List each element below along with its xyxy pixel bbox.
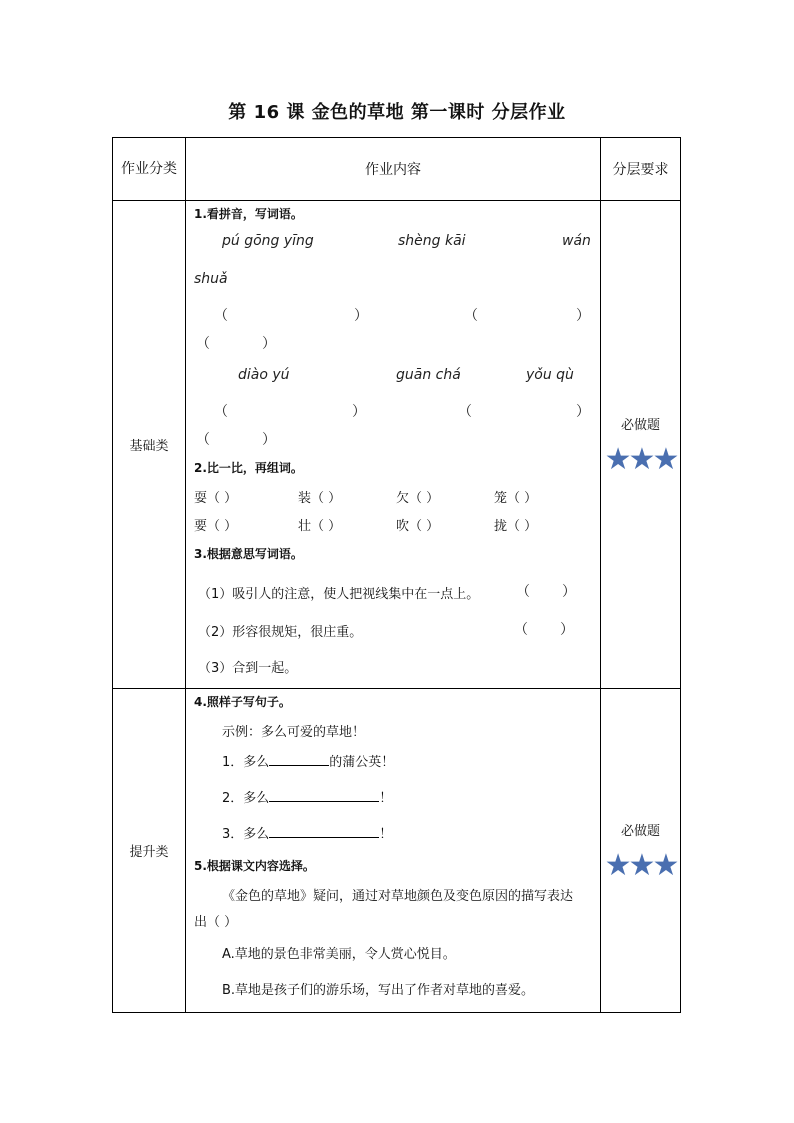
header-content: 作业内容: [186, 138, 601, 201]
compare-word: 壮（ ）: [298, 519, 342, 534]
q4-sentence-3: 3．多么 ！: [222, 827, 393, 842]
q5-stem-wrap: 出（ ）: [194, 915, 238, 930]
q3-item-2: （2）形容很规矩，很庄重。: [198, 625, 363, 640]
header-category: 作业分类: [113, 138, 186, 201]
answer-paren-open: （: [196, 432, 210, 448]
star-rating-icon: ★★★: [604, 848, 677, 883]
answer-paren-close: ）: [576, 308, 590, 324]
category-advanced: 提升类: [113, 689, 186, 1013]
q4-sentence-2: 2．多么 ！: [222, 791, 393, 806]
pinyin-pugongying: pú gōng yīng: [222, 233, 314, 249]
answer-paren-close: ）: [562, 584, 576, 600]
compare-word: 要（ ）: [194, 519, 238, 534]
pinyin-shua: shuǎ: [194, 271, 228, 287]
fill-blank[interactable]: [269, 825, 379, 838]
requirement-label: 必做题: [620, 418, 660, 433]
compare-word: 笼（ ）: [494, 491, 538, 506]
answer-paren-open: （: [514, 622, 528, 638]
compare-word: 吹（ ）: [396, 519, 440, 534]
answer-paren-close: ）: [262, 336, 276, 352]
pinyin-youqu: yǒu qù: [526, 367, 574, 383]
header-requirement: 分层要求: [601, 138, 681, 201]
compare-word: 耍（ ）: [194, 491, 238, 506]
answer-paren-close: ）: [262, 432, 276, 448]
compare-word: 拢（ ）: [494, 519, 538, 534]
requirement-label: 必做题: [620, 824, 660, 839]
q5-option-b: B.草地是孩子们的游乐场，写出了作者对草地的喜爱。: [222, 983, 535, 998]
fill-blank[interactable]: [269, 789, 379, 802]
answer-paren-open: （: [214, 308, 228, 324]
table-row-advanced: [113, 689, 681, 1013]
page-title: 第 16 课 金色的草地 第一课时 分层作业: [228, 102, 566, 123]
answer-paren-close: ）: [576, 404, 590, 420]
answer-paren-open: （: [464, 308, 478, 324]
fill-blank[interactable]: [269, 753, 329, 766]
homework-table: [112, 137, 681, 1013]
category-basic: 基础类: [113, 201, 186, 689]
answer-paren-open: （: [214, 404, 228, 420]
q4-title: 4.照样子写句子。: [194, 695, 291, 709]
q5-stem: 《金色的草地》疑问，通过对草地颜色及变色原因的描写表达: [222, 889, 574, 904]
q1-title: 1.看拼音，写词语。: [194, 207, 303, 221]
pinyin-guancha: guān chá: [396, 367, 461, 383]
q2-title: 2.比一比，再组词。: [194, 461, 303, 475]
table-row-basic: [113, 201, 681, 689]
compare-word: 欠（ ）: [396, 491, 440, 506]
star-rating-icon: ★★★: [604, 442, 677, 477]
requirement-basic: [601, 201, 681, 689]
q3-title: 3.根据意思写词语。: [194, 547, 303, 561]
q4-example: 示例：多么可爱的草地！: [222, 725, 366, 740]
pinyin-diaoyu: diào yú: [238, 367, 290, 383]
answer-paren-close: ）: [352, 404, 366, 420]
q5-option-a: A.草地的景色非常美丽，令人赏心悦目。: [222, 947, 456, 962]
content-basic: [186, 201, 601, 689]
compare-word: 装（ ）: [298, 491, 342, 506]
answer-paren-open: （: [196, 336, 210, 352]
q3-item-1: （1）吸引人的注意，使人把视线集中在一点上。: [198, 587, 480, 602]
pinyin-wan: wán: [562, 233, 591, 249]
answer-paren-open: （: [458, 404, 472, 420]
pinyin-shengkai: shèng kāi: [398, 233, 466, 249]
answer-paren-open: （: [516, 584, 530, 600]
q5-title: 5.根据课文内容选择。: [194, 859, 315, 873]
answer-paren-close: ）: [354, 308, 368, 324]
q3-item-3: （3）合到一起。: [198, 661, 298, 676]
q4-sentence-1: 1．多么 的蒲公英！: [222, 755, 395, 770]
requirement-advanced: [601, 689, 681, 1013]
content-advanced: [186, 689, 601, 1013]
table-header-row: [113, 138, 681, 201]
answer-paren-close: ）: [560, 622, 574, 638]
